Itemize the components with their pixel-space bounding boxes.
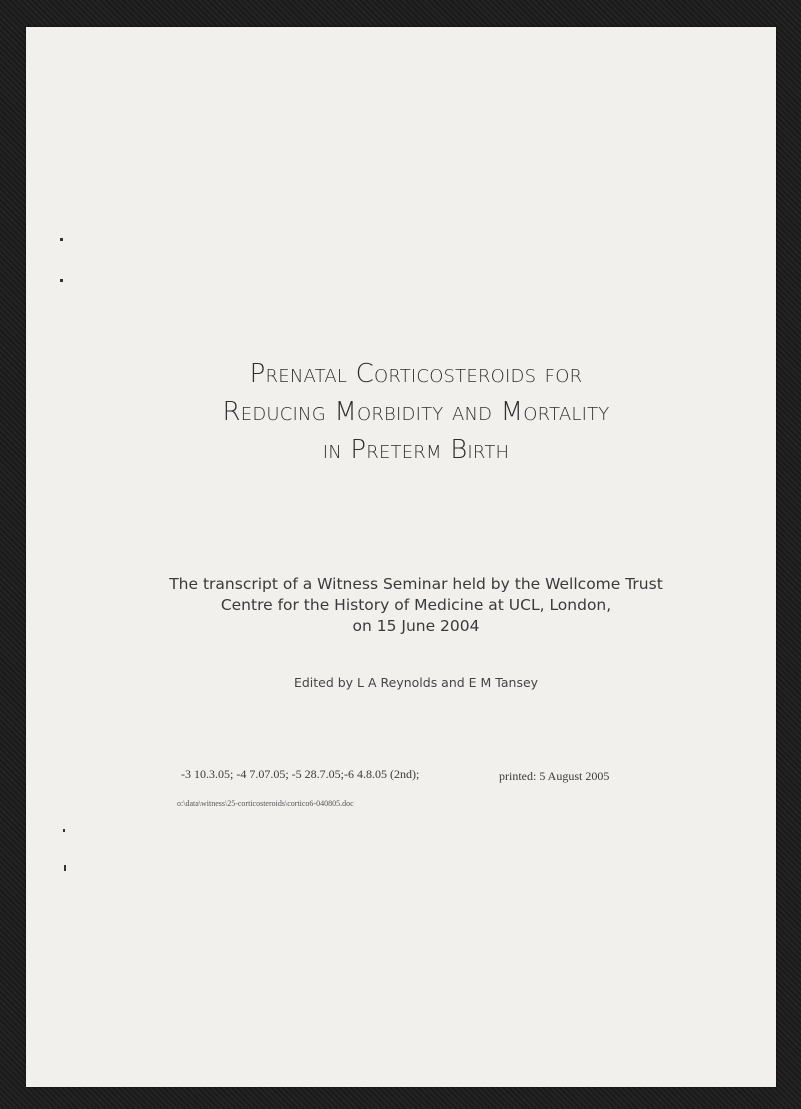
margin-mark <box>63 829 65 832</box>
margin-mark <box>64 865 66 871</box>
version-history: -3 10.3.05; -4 7.07.05; -5 28.7.05;-6 4.8.05 (2nd); <box>181 767 420 781</box>
subtitle-line: on 15 June 2004 <box>352 617 480 635</box>
subtitle-line: The transcript of a Witness Seminar held by the Wellcome Trust <box>169 575 663 593</box>
document-subtitle <box>26 574 801 637</box>
document-page <box>26 27 776 1087</box>
subtitle-line: Centre for the History of Medicine at UCL, London, <box>220 596 612 614</box>
margin-mark <box>60 279 63 282</box>
editors-line: Edited by L A Reynolds and E M Tansey <box>293 675 539 690</box>
title-line: Reducing Morbidity and Mortality <box>222 397 610 427</box>
printed-date: printed: 5 August 2005 <box>499 769 610 783</box>
document-title <box>26 355 801 469</box>
margin-mark <box>60 238 63 241</box>
title-line: in Preterm Birth <box>322 435 510 465</box>
file-path: o:\data\witness\25-corticosteroids\cortico6-040805.doc <box>177 799 354 808</box>
title-line: Prenatal Corticosteroids for <box>249 359 583 389</box>
